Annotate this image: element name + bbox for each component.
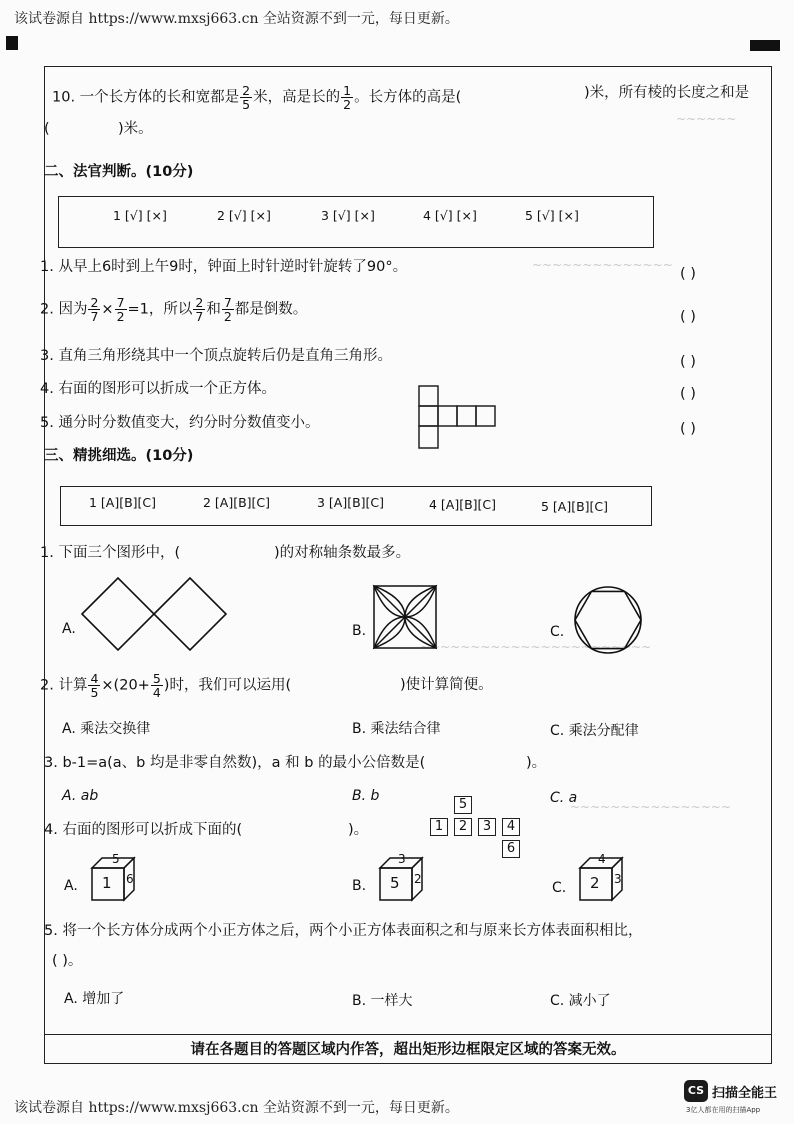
bottom-watermark: 该试卷源自 https://www.mxsj663.cn 全站资源不到一元，每日更新。 [14,1100,459,1116]
bleed-through-3: ~~~~~~~~~~~~~~~~~~~~~~~ [420,640,652,654]
choice-5-option-b[interactable]: B. 一样大 [352,993,413,1009]
choice-4-option-b[interactable]: B. [352,878,367,894]
camscanner-logo-icon: CS [684,1080,708,1102]
choice-question-3: 3. b-1=a(a、b 均是非零自然数)，a 和 b 的最小公倍数是( [44,755,426,771]
judgment-answer-5[interactable]: ( ) [680,421,696,437]
judgment-option-3[interactable]: 3 [√] [×] [321,208,375,223]
judgment-option-2[interactable]: 2 [√] [×] [217,208,271,223]
choice-4-option-c[interactable]: C. [552,880,567,896]
net-face: 6 [502,840,520,858]
bleed-through-4: ~~~~~~~~~~~~~~~~ [570,800,731,814]
numbered-cube-net [430,796,522,862]
judgment-question-2: 2. 因为 $\frac{2}{7}$ × $\frac{7}{2}$ =1，所以 $\frac{2}{7}$ 和 $\frac{7}{2}$ 都是倒数。 [40,295,308,324]
question-10-tail: )米，所有棱的长度之和是 [584,85,750,101]
choice-5-option-c[interactable]: C. 减小了 [550,993,611,1009]
cube-c-top-number: 4 [598,852,606,866]
cube-a-front-number: 1 [102,874,112,892]
choice-question-4-tail: )。 [348,822,369,838]
net-face: 3 [478,818,496,836]
registration-mark-right [750,40,780,51]
judgment-question-1: 1. 从早上6时到上午9时，钟面上时针逆时针旋转了90°。 [40,259,408,275]
judgment-answer-4[interactable]: ( ) [680,386,696,402]
judgment-answer-box [58,196,654,248]
cube-b-top-number: 3 [398,852,406,866]
net-face: 2 [454,818,472,836]
choice-question-4: 4. 右面的图形可以折成下面的( [44,822,243,838]
cube-b-side-number: 2 [414,872,422,886]
choice-3-option-a[interactable]: A. ab [62,788,99,804]
cube-c [576,852,626,904]
cube-c-front-number: 2 [590,874,600,892]
two-diamonds-figure [80,576,230,652]
choice-question-3-tail: )。 [526,755,547,771]
section-2-title: 二、法官判断。(10分) [44,164,194,180]
choice-option-5[interactable]: 5 [A][B][C] [541,499,609,514]
cube-net-figure [416,384,516,456]
net-face: 5 [454,796,472,814]
net-face: 1 [430,818,448,836]
section-3-title: 三、精挑细选。(10分) [44,448,194,464]
choice-5-option-a[interactable]: A. 增加了 [64,991,125,1007]
choice-2-option-b[interactable]: B. 乘法结合律 [352,721,441,737]
choice-question-1-tail: )的对称轴条数最多。 [274,545,411,561]
registration-mark-left [6,36,18,50]
question-10-open-paren: ( [44,121,50,137]
choice-question-2-tail: )使计算简便。 [400,677,493,693]
choice-question-5: 5. 将一个长方体分成两个小正方体之后，两个小正方体表面积之和与原来长方体表面积相比， [44,923,643,939]
choice-question-1: 1. 下面三个图形中，( [40,545,181,561]
square-with-petals-figure [372,584,438,650]
judgment-answer-1[interactable]: ( ) [680,266,696,282]
judgment-option-1[interactable]: 1 [√] [×] [113,208,167,223]
choice-question-2: 2. 计算 $\frac{4}{5}$ ×(20+ $\frac{5}{4}$ )时，我们可以运用( [40,671,292,700]
scanner-app-tagline: 3亿人都在用的扫描App [686,1106,761,1114]
net-face: 4 [502,818,520,836]
choice-option-2[interactable]: 2 [A][B][C] [203,495,271,510]
choice-answer-box [60,486,652,526]
choice-1-option-a[interactable]: A. [62,621,76,637]
cube-b [376,852,426,904]
circle-with-hexagon-figure [572,584,644,656]
choice-3-option-b[interactable]: B. b [352,788,380,804]
judgment-option-4[interactable]: 4 [√] [×] [423,208,477,223]
question-10-answer-blank[interactable]: )米。 [118,121,153,137]
choice-1-option-b[interactable]: B. [352,623,367,639]
choice-4-option-a[interactable]: A. [64,878,78,894]
bleed-through-1: ~~~~~~ [676,112,737,126]
judgment-answer-2[interactable]: ( ) [680,309,696,325]
judgment-option-5[interactable]: 5 [√] [×] [525,208,579,223]
cube-a-side-number: 6 [126,872,134,886]
choice-option-3[interactable]: 3 [A][B][C] [317,495,385,510]
answer-area-notice: 请在各题目的答题区域内作答，超出矩形边框限定区域的答案无效。 [45,1034,771,1065]
judgment-answer-3[interactable]: ( ) [680,354,696,370]
choice-3-option-c[interactable]: C. a [550,790,578,806]
question-10: 10. 一个长方体的长和宽都是 $\frac{2}{5}$ 米，高是长的 $\frac{1}{2}$ 。长方体的高是( [52,83,462,112]
choice-option-1[interactable]: 1 [A][B][C] [89,495,157,510]
cube-a [88,852,138,904]
top-watermark: 该试卷源自 https://www.mxsj663.cn 全站资源不到一元，每日更新。 [14,11,459,27]
cube-a-top-number: 5 [112,852,120,866]
judgment-question-4: 4. 右面的图形可以折成一个正方体。 [40,381,276,397]
choice-question-5-blank[interactable]: ( )。 [52,953,83,969]
cube-b-front-number: 5 [390,874,400,892]
choice-option-4[interactable]: 4 [A][B][C] [429,497,497,512]
choice-1-option-c[interactable]: C. [550,624,565,640]
judgment-question-5: 5. 通分时分数值变大，约分时分数值变小。 [40,415,320,431]
bleed-through-2: ~~~~~~~~~~~~~~ [532,258,673,272]
choice-2-option-a[interactable]: A. 乘法交换律 [62,721,151,737]
choice-2-option-c[interactable]: C. 乘法分配律 [550,723,639,739]
cube-c-side-number: 3 [614,872,622,886]
scanner-app-name: 扫描全能王 [712,1086,778,1101]
judgment-question-3: 3. 直角三角形绕其中一个顶点旋转后仍是直角三角形。 [40,348,392,364]
